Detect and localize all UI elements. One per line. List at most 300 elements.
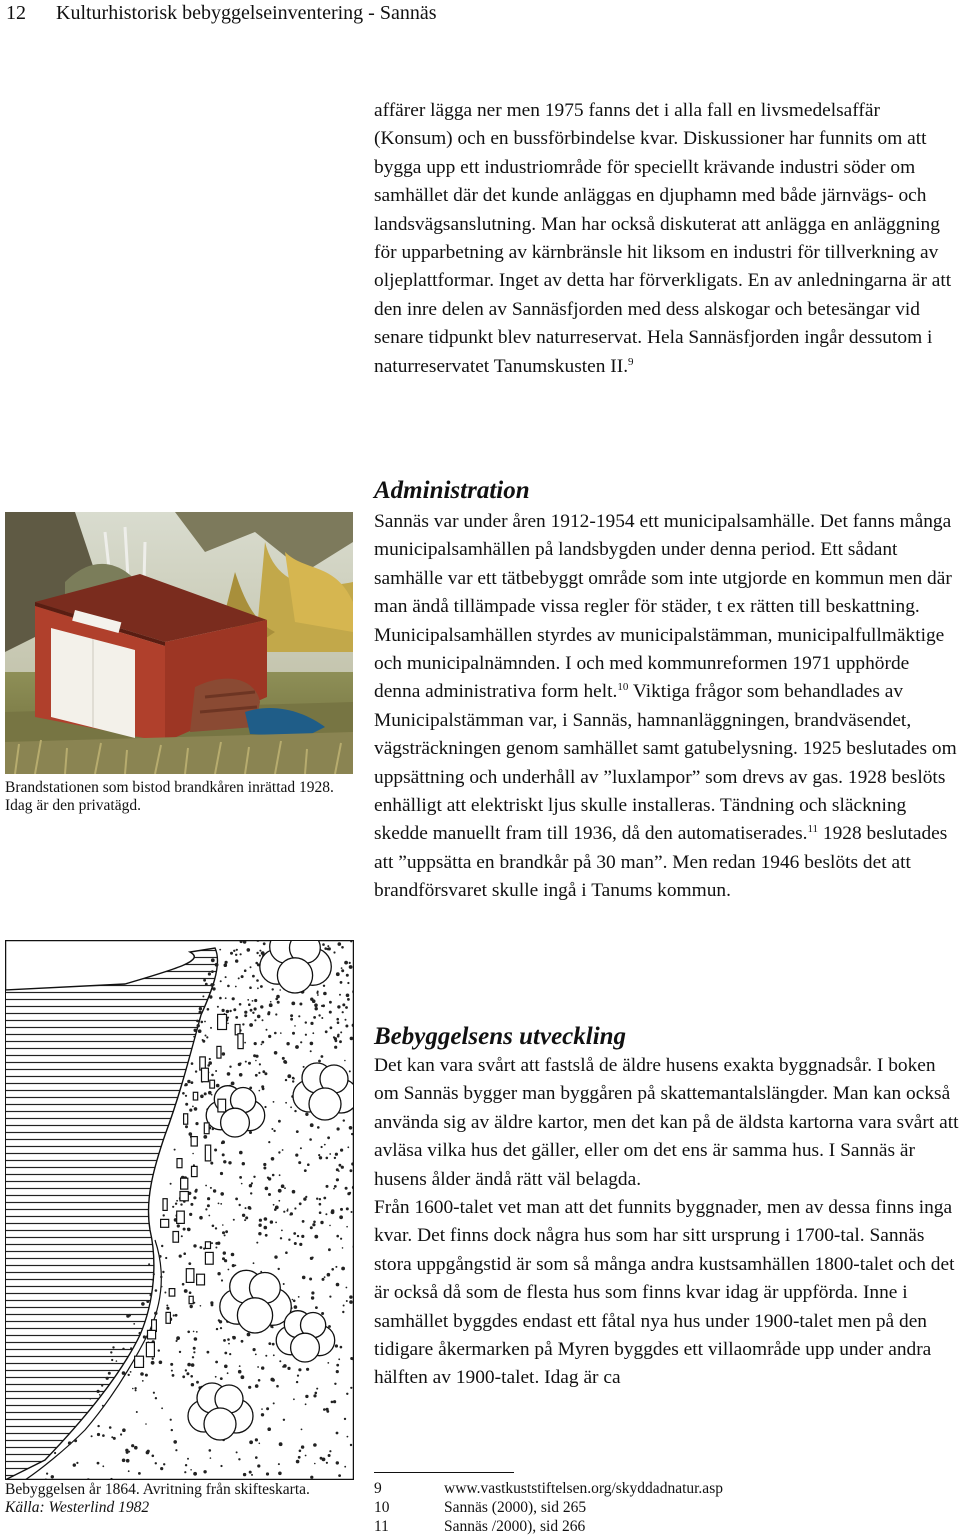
terrain-dot xyxy=(281,1230,283,1232)
bebyggelse-section xyxy=(374,1022,960,1393)
footnote-ref-11[interactable]: 11 xyxy=(807,823,819,836)
terrain-dot xyxy=(235,959,238,962)
terrain-dot xyxy=(200,1305,202,1307)
terrain-dot xyxy=(155,1289,158,1292)
terrain-dot xyxy=(309,1138,312,1141)
terrain-dot xyxy=(294,1242,297,1245)
terrain-dot xyxy=(193,1036,195,1038)
terrain-dot xyxy=(331,1268,334,1271)
terrain-dot xyxy=(298,1456,301,1459)
terrain-dot xyxy=(165,1257,167,1259)
terrain-dot xyxy=(303,1066,305,1068)
terrain-dot xyxy=(227,1023,229,1025)
terrain-dot xyxy=(316,1198,318,1200)
terrain-dot xyxy=(185,1464,187,1466)
terrain-dot xyxy=(242,1162,245,1165)
terrain-dot xyxy=(130,1371,132,1373)
administration-text-3: 1928 beslutades att ”uppsätta en brandkår på 30 man”. Men redan 1946 beslöts det att brandförsvaret skulle ingå i Tanums kommun. xyxy=(374,823,948,902)
terrain-dot xyxy=(303,1197,306,1200)
terrain-dot xyxy=(261,1408,263,1410)
terrain-dot xyxy=(312,1032,314,1034)
terrain-dot xyxy=(228,1161,231,1164)
terrain-dot xyxy=(310,1476,313,1479)
terrain-dot xyxy=(202,1040,205,1043)
terrain-dot xyxy=(224,1234,226,1236)
terrain-dot xyxy=(207,1064,210,1067)
terrain-dot xyxy=(282,1149,284,1151)
house-marker xyxy=(161,1219,169,1227)
terrain-dot xyxy=(252,975,255,978)
terrain-dot xyxy=(108,1372,111,1375)
terrain-dot xyxy=(302,1220,305,1223)
terrain-dot xyxy=(215,1070,217,1072)
terrain-dot xyxy=(205,1185,207,1187)
house-marker xyxy=(184,1114,188,1124)
terrain-dot xyxy=(285,1251,288,1254)
terrain-dot xyxy=(266,1472,269,1475)
terrain-dot xyxy=(326,1185,329,1188)
terrain-dot xyxy=(245,1216,248,1219)
terrain-dot xyxy=(305,1395,308,1398)
terrain-dot xyxy=(273,1402,275,1404)
terrain-dot xyxy=(146,1300,149,1303)
terrain-dot xyxy=(274,1255,277,1258)
terrain-dot xyxy=(301,1429,303,1431)
terrain-dot xyxy=(334,1185,337,1188)
house-marker xyxy=(152,1320,157,1332)
terrain-dot xyxy=(239,1073,243,1077)
terrain-dot xyxy=(326,1157,329,1160)
terrain-dot xyxy=(334,1157,336,1159)
terrain-dot xyxy=(278,1189,282,1193)
footnote-number: 11 xyxy=(374,1518,389,1535)
terrain-dot xyxy=(305,1021,307,1023)
terrain-dot xyxy=(211,1304,214,1307)
footnote-rule xyxy=(374,1472,514,1473)
house-marker xyxy=(218,1014,227,1029)
terrain-dot xyxy=(232,1336,234,1338)
terrain-dot xyxy=(338,942,342,946)
terrain-dot xyxy=(227,985,230,988)
terrain-dot xyxy=(294,1110,296,1112)
terrain-dot xyxy=(267,1012,270,1015)
terrain-dot xyxy=(271,1128,273,1130)
terrain-dot xyxy=(334,1037,337,1040)
terrain-dot xyxy=(209,1058,211,1060)
terrain-dot xyxy=(225,1230,228,1233)
terrain-dot xyxy=(254,999,257,1002)
terrain-dot xyxy=(113,1437,116,1440)
terrain-dot xyxy=(255,1060,257,1062)
terrain-dot xyxy=(189,1132,193,1136)
terrain-dot xyxy=(176,1200,178,1202)
terrain-dot xyxy=(310,1042,314,1046)
terrain-dot xyxy=(343,1119,345,1121)
terrain-dot xyxy=(327,1273,331,1277)
terrain-dot xyxy=(159,1361,163,1365)
terrain-dot xyxy=(335,1153,338,1156)
terrain-dot xyxy=(161,1245,163,1247)
house-marker xyxy=(191,1137,197,1146)
terrain-dot xyxy=(258,1224,261,1227)
terrain-dot xyxy=(215,963,219,967)
terrain-dot xyxy=(239,1365,241,1367)
terrain-dot xyxy=(191,1363,195,1367)
settlement-map-1864 xyxy=(5,940,354,1480)
terrain-dot xyxy=(278,1151,280,1153)
terrain-dot xyxy=(273,1354,275,1356)
terrain-dot xyxy=(229,1353,231,1355)
terrain-dot xyxy=(264,1226,268,1230)
terrain-dot xyxy=(152,1358,154,1360)
terrain-dot xyxy=(264,1217,268,1221)
terrain-dot xyxy=(245,1061,247,1063)
terrain-dot xyxy=(116,1360,118,1362)
terrain-dot xyxy=(323,992,327,996)
terrain-dot xyxy=(248,1062,251,1065)
terrain-dot xyxy=(345,1187,348,1190)
terrain-dot xyxy=(304,1169,307,1172)
terrain-dot xyxy=(221,1279,223,1281)
terrain-dot xyxy=(222,1052,225,1055)
terrain-dot xyxy=(215,1376,217,1378)
terrain-dot xyxy=(267,1427,271,1431)
terrain-dot xyxy=(258,1232,261,1235)
terrain-dot xyxy=(285,1079,287,1081)
terrain-dot xyxy=(286,1210,288,1212)
terrain-dot xyxy=(350,1037,354,1041)
terrain-dot xyxy=(203,979,206,982)
terrain-dot xyxy=(312,1223,315,1226)
terrain-dot xyxy=(279,1174,281,1176)
terrain-dot xyxy=(347,1146,349,1148)
terrain-dot xyxy=(182,1375,185,1378)
terrain-dot xyxy=(257,1464,260,1467)
terrain-dot xyxy=(259,955,261,957)
terrain-dot xyxy=(184,1471,186,1473)
terrain-dot xyxy=(201,1021,204,1024)
terrain-dot xyxy=(179,1255,182,1258)
terrain-dot xyxy=(212,1225,215,1228)
terrain-dot xyxy=(207,1197,210,1200)
terrain-dot xyxy=(292,1299,294,1301)
terrain-dot xyxy=(222,1153,225,1156)
terrain-dot xyxy=(268,1193,271,1196)
terrain-dot xyxy=(295,1045,299,1049)
terrain-dot xyxy=(263,1163,266,1166)
terrain-dot xyxy=(200,1246,203,1249)
terrain-dot xyxy=(252,1012,254,1014)
house-marker xyxy=(186,1269,194,1283)
terrain-dot xyxy=(329,1153,331,1155)
terrain-dot xyxy=(76,1462,78,1464)
terrain-dot xyxy=(227,1017,229,1019)
terrain-dot xyxy=(195,1070,197,1072)
terrain-dot xyxy=(211,1242,213,1244)
terrain-dot xyxy=(191,1081,194,1084)
terrain-dot xyxy=(209,995,212,998)
terrain-dot xyxy=(185,1369,187,1371)
terrain-dot xyxy=(248,1003,251,1006)
terrain-dot xyxy=(255,1438,258,1441)
terrain-dot xyxy=(310,1022,313,1025)
terrain-dot xyxy=(97,1462,100,1465)
terrain-dot xyxy=(102,1434,105,1437)
house-marker xyxy=(135,1356,144,1367)
footnote-10 xyxy=(374,1498,954,1517)
terrain-dot xyxy=(199,1007,202,1010)
terrain-dot xyxy=(135,1389,137,1391)
terrain-dot xyxy=(128,1314,131,1317)
terrain-dot xyxy=(207,1204,210,1207)
terrain-dot xyxy=(207,1008,210,1011)
terrain-dot xyxy=(220,1377,223,1380)
terrain-dot xyxy=(245,1207,247,1209)
terrain-dot xyxy=(193,1244,196,1247)
terrain-dot xyxy=(235,986,237,988)
terrain-dot xyxy=(270,1220,273,1223)
terrain-dot xyxy=(238,1370,242,1374)
terrain-dot xyxy=(253,1262,255,1264)
house-marker xyxy=(181,1178,188,1189)
terrain-dot xyxy=(155,1397,157,1399)
terrain-dot xyxy=(261,1085,264,1088)
terrain-dot xyxy=(265,1234,268,1237)
terrain-dot xyxy=(143,1335,146,1338)
house-marker xyxy=(177,1159,182,1168)
terrain-dot xyxy=(322,1278,325,1281)
terrain-dot xyxy=(250,1192,252,1194)
terrain-dot xyxy=(54,1452,56,1454)
terrain-dot xyxy=(247,999,249,1001)
terrain-dot xyxy=(349,1126,353,1130)
terrain-dot xyxy=(204,1092,207,1095)
terrain-dot xyxy=(345,1025,348,1028)
terrain-dot xyxy=(290,1014,293,1017)
terrain-dot xyxy=(109,1426,112,1429)
terrain-dot xyxy=(340,1208,343,1211)
terrain-dot xyxy=(175,1203,177,1205)
terrain-dot xyxy=(138,1472,141,1475)
house-marker xyxy=(166,1312,170,1323)
terrain-dot xyxy=(344,961,348,965)
terrain-dot xyxy=(166,1307,169,1310)
terrain-dot xyxy=(253,1176,255,1178)
terrain-dot xyxy=(346,994,350,998)
terrain-dot xyxy=(179,1351,181,1353)
footnote-text: Sannäs /2000), sid 266 xyxy=(444,1518,586,1535)
terrain-dot xyxy=(347,1436,349,1438)
terrain-dot xyxy=(324,947,327,950)
terrain-dot xyxy=(172,1374,175,1377)
terrain-dot xyxy=(230,952,233,955)
terrain-dot xyxy=(122,1371,126,1375)
terrain-dot xyxy=(204,1021,206,1023)
terrain-dot xyxy=(211,970,214,973)
terrain-dot xyxy=(329,1296,331,1298)
bebyggelse-paragraph-1: Det kan vara svårt att fastslå de äldre husens exakta byggnadsår. I boken om Sannäs bygger man byggåren på skattemantalslängder. Man kan också använda sig av äldre kartor, men det kan på de äldsta kartorna vara svårt att avläsa vilka hus det gäller, eller om det ens är samma hus. I Sannäs är husens ålder ändå rätt väl belagda. xyxy=(374,1055,959,1190)
terrain-dot xyxy=(235,1016,238,1019)
terrain-dot xyxy=(310,1226,313,1229)
terrain-dot xyxy=(161,1407,163,1409)
footnotes xyxy=(374,1479,954,1536)
terrain-dot xyxy=(220,1203,222,1205)
terrain-dot xyxy=(214,1149,217,1152)
footnote-text: www.vastkuststiftelsen.org/skyddadnatur.asp xyxy=(444,1480,723,1497)
terrain-dot xyxy=(247,948,251,952)
terrain-dot xyxy=(260,1005,263,1008)
terrain-dot xyxy=(184,1289,188,1293)
terrain-dot xyxy=(183,1252,186,1255)
terrain-dot xyxy=(223,1160,226,1163)
terrain-dot xyxy=(346,1226,348,1228)
terrain-dot xyxy=(259,1219,262,1222)
terrain-dot xyxy=(175,1314,178,1317)
terrain-dot xyxy=(249,1023,253,1027)
terrain-dot xyxy=(257,1015,261,1019)
terrain-dot xyxy=(183,1228,186,1231)
terrain-dot xyxy=(225,976,227,978)
terrain-dot xyxy=(185,1095,187,1097)
terrain-dot xyxy=(311,1296,314,1299)
terrain-dot xyxy=(120,1433,122,1435)
terrain-dot xyxy=(340,1238,342,1240)
house-marker xyxy=(148,1330,156,1339)
terrain-dot xyxy=(342,1311,344,1313)
terrain-dot xyxy=(222,1231,225,1234)
terrain-dot xyxy=(265,1355,267,1357)
terrain-dot xyxy=(131,1444,134,1447)
terrain-dot xyxy=(298,1296,300,1298)
administration-paragraph xyxy=(374,508,960,906)
terrain-dot xyxy=(231,1082,235,1086)
terrain-dot xyxy=(196,1020,199,1023)
bebyggelse-paragraph-2: Från 1600-talet vet man att det funnits byggnader, men av dessa finns inga kvar. Det finns dock några hus som har sitt ursprung i 1700-tal. Sannäs stora uppgångstid är som så många andra kustsamhällen 1800-talet och det är också då som de flesta hus som finns kvar idag är uppförda. Inne i samhället byggdes endast ett fåtal nya hus under 1900-talet men på den tidigare åkermarken på Myren byggdes ett villaområde upp under andra hälften av 1900-talet. Idag är ca xyxy=(374,1197,955,1389)
terrain-dot xyxy=(328,947,331,950)
footnote-9 xyxy=(374,1479,954,1498)
terrain-dot xyxy=(287,1074,291,1078)
terrain-dot xyxy=(244,1219,246,1221)
terrain-dot xyxy=(321,1146,323,1148)
terrain-dot xyxy=(325,1030,328,1033)
terrain-dot xyxy=(281,1184,285,1188)
footnote-ref-10[interactable]: 10 xyxy=(617,681,629,694)
terrain-dot xyxy=(349,1070,351,1072)
terrain-dot xyxy=(228,1343,230,1345)
terrain-dot xyxy=(328,1248,331,1251)
terrain-dot xyxy=(163,1463,165,1465)
terrain-dot xyxy=(192,1106,194,1108)
terrain-dot xyxy=(341,1166,344,1169)
terrain-dot xyxy=(299,1243,302,1246)
terrain-dot xyxy=(189,1213,192,1216)
terrain-dot xyxy=(336,1461,339,1464)
terrain-dot xyxy=(317,994,319,996)
house-marker xyxy=(180,1192,188,1201)
page-number: 12 xyxy=(6,2,26,24)
terrain-dot xyxy=(249,1184,252,1187)
terrain-dot xyxy=(330,1026,333,1029)
terrain-dot xyxy=(128,1374,130,1376)
terrain-dot xyxy=(319,1198,321,1200)
terrain-dot xyxy=(232,1264,235,1267)
terrain-dot xyxy=(236,949,238,951)
terrain-dot xyxy=(254,1019,256,1021)
terrain-dot xyxy=(175,1449,177,1451)
terrain-dot xyxy=(318,1154,320,1156)
terrain-dot xyxy=(111,1359,113,1361)
terrain-dot xyxy=(266,1407,269,1410)
terrain-dot xyxy=(112,1346,114,1348)
terrain-dot xyxy=(223,1339,226,1342)
terrain-dot xyxy=(170,1363,173,1366)
terrain-dot xyxy=(208,1091,212,1095)
terrain-dot xyxy=(272,1379,275,1382)
terrain-dot xyxy=(307,1163,310,1166)
terrain-dot xyxy=(293,1078,295,1080)
terrain-dot xyxy=(122,1348,124,1350)
terrain-dot xyxy=(344,1060,346,1062)
terrain-dot xyxy=(235,1198,238,1201)
terrain-dot xyxy=(239,1176,242,1179)
terrain-dot xyxy=(239,1151,243,1155)
intro-section xyxy=(374,97,960,381)
terrain-dot xyxy=(336,1178,339,1181)
terrain-dot xyxy=(210,1187,212,1189)
terrain-dot xyxy=(161,1286,163,1288)
terrain-dot xyxy=(331,1210,335,1214)
terrain-dot xyxy=(255,1354,257,1356)
terrain-dot xyxy=(340,981,343,984)
terrain-dot xyxy=(290,1018,293,1021)
terrain-dot xyxy=(258,1379,261,1382)
terrain-dot xyxy=(346,1300,348,1302)
terrain-dot xyxy=(265,1187,269,1191)
terrain-dot xyxy=(349,1192,351,1194)
terrain-dot xyxy=(340,1149,343,1152)
terrain-dot xyxy=(256,979,259,982)
terrain-dot xyxy=(262,1070,265,1073)
terrain-dot xyxy=(186,1372,189,1375)
terrain-dot xyxy=(319,1211,322,1214)
terrain-dot xyxy=(249,1207,252,1210)
footnote-ref-9[interactable]: 9 xyxy=(628,355,634,368)
terrain-dot xyxy=(305,1113,308,1116)
terrain-dot xyxy=(274,1208,277,1211)
terrain-dot xyxy=(312,999,316,1003)
terrain-dot xyxy=(252,1000,254,1002)
terrain-dot xyxy=(316,992,318,994)
terrain-dot xyxy=(347,998,350,1001)
terrain-dot xyxy=(278,1472,282,1476)
terrain-dot xyxy=(292,1190,296,1194)
terrain-dot xyxy=(194,1029,197,1032)
terrain-dot xyxy=(99,1394,101,1396)
terrain-dot xyxy=(337,1127,340,1130)
terrain-dot xyxy=(347,982,349,984)
terrain-dot xyxy=(233,1008,236,1011)
terrain-dot xyxy=(196,1381,199,1384)
terrain-dot xyxy=(139,1332,142,1335)
house-marker xyxy=(197,1274,205,1285)
terrain-dot xyxy=(327,1136,330,1139)
terrain-dot xyxy=(278,1200,280,1202)
house-marker xyxy=(205,1145,210,1161)
terrain-dot xyxy=(259,1090,261,1092)
terrain-dot xyxy=(232,997,235,1000)
terrain-dot xyxy=(349,965,353,969)
terrain-dot xyxy=(283,1060,287,1064)
